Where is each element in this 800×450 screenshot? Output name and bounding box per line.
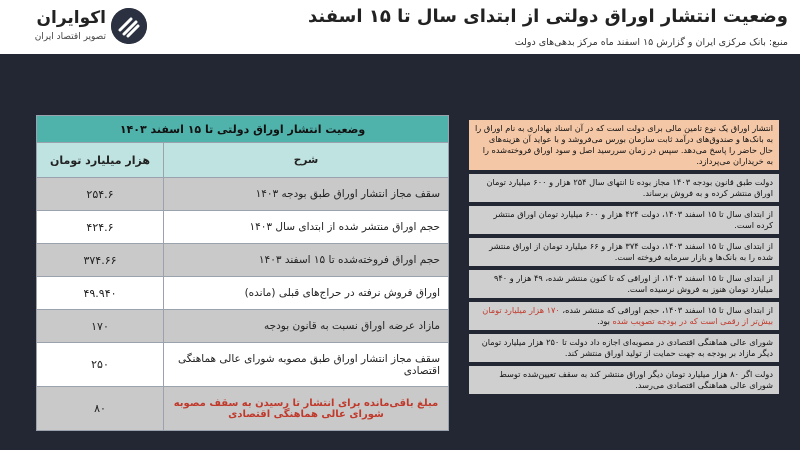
logo-tagline: تصویر اقتصاد ایران [34, 32, 106, 42]
note-text: بود. [597, 316, 613, 326]
row-value: ۱۷۰ [37, 310, 164, 343]
note-item: از ابتدای سال تا ۱۵ اسفند ۱۴۰۳، دولت ۴۲۴ هزار و ۶۰۰ میلیارد تومان اوراق منتشر کرده است. [469, 206, 779, 234]
data-table [36, 115, 449, 431]
header [0, 0, 800, 54]
row-value: ۲۵۰ [37, 343, 164, 387]
row-desc-highlight: مبلغ باقی‌مانده برای انتشار تا رسیدن به سقف مصوبه شورای عالی هماهنگی اقتصادی [164, 387, 449, 431]
note-item: شورای عالی هماهنگی اقتصادی در مصوبه‌ای اجازه داد دولت تا ۲۵۰ هزار میلیارد تومان دیگر مازاد بر بودجه به جهت حمایت از تولید اوراق منتشر کند. [469, 334, 779, 362]
row-value: ۸۰ [37, 387, 164, 431]
row-value: ۴۲۴.۶ [37, 211, 164, 244]
note-item: از ابتدای سال تا ۱۵ اسفند ۱۴۰۳، از اوراقی که تا کنون منتشر شده، ۴۹ هزار و ۹۴۰ میلیارد تومان هنوز به فروش نرسیده است. [469, 270, 779, 298]
table-row [37, 310, 449, 343]
table-row [37, 387, 449, 431]
table-row [37, 211, 449, 244]
row-desc: حجم اوراق فروخته‌شده تا ۱۵ اسفند ۱۴۰۳ [164, 244, 449, 277]
row-desc: سقف مجاز انتشار اوراق طبق مصوبه شورای عالی هماهنگی اقتصادی [164, 343, 449, 387]
table-row [37, 178, 449, 211]
row-value: ۳۷۴.۶۶ [37, 244, 164, 277]
row-value: ۴۹.۹۴۰ [37, 277, 164, 310]
table-row [37, 343, 449, 387]
logo[interactable] [6, 6, 146, 48]
note-text: از ابتدای سال تا ۱۵ اسفند ۱۴۰۳، حجم اوراقی که منتشر شده، [559, 305, 773, 315]
column-header-value: هزار میلیارد تومان [37, 143, 164, 178]
table-row [37, 277, 449, 310]
note-item: دولت طبق قانون بودجه ۱۴۰۳ مجاز بوده تا انتهای سال ۲۵۴ هزار و ۶۰۰ میلیارد تومان اوراق منتشر کرده و به فروش برساند. [469, 174, 779, 202]
notes-panel [469, 120, 779, 398]
table-title: وضعیت انتشار اوراق دولتی تا ۱۵ اسفند ۱۴۰۳ [37, 116, 449, 143]
source-text: منبع: بانک مرکزی ایران و گزارش ۱۵ اسفند ماه مرکز بدهی‌های دولت [514, 37, 788, 48]
note-item: از ابتدای سال تا ۱۵ اسفند ۱۴۰۳، دولت ۳۷۴ هزار و ۶۶ میلیارد تومان از اوراق منتشر شده را به بانک‌ها و بازار سرمایه فروخته است. [469, 238, 779, 266]
note-item [469, 302, 779, 330]
page-title: وضعیت انتشار اوراق دولتی از ابتدای سال تا ۱۵ اسفند [307, 6, 788, 27]
row-desc: مازاد عرضه اوراق نسبت به قانون بودجه [164, 310, 449, 343]
note-highlight: ۱۷۰ هزار میلیارد تومان بیش‌تر از رقمی است که در بودجه تصویب شده [482, 305, 773, 326]
note-item: دولت اگر ۸۰ هزار میلیارد تومان دیگر اوراق منتشر کند به سقف تعیین‌شده توسط شورای عالی هماهنگی اقتصادی می‌رسد. [469, 366, 779, 394]
note-definition: انتشار اوراق یک نوع تامین مالی برای دولت است که در آن اسناد بهاداری به نام اوراق را به بانک‌ها و صندوق‌های درآمد ثابت سازمان بورس می‌فروشد و با عواید آن هزینه‌های حال حاضر را پاسخ می‌دهد. سپس در زمان سررسید اصل و سود اوراق فروخته‌شده را به خریداران می‌پردازد. [469, 120, 779, 170]
column-header-desc: شرح [164, 143, 449, 178]
row-desc: اوراق فروش نرفته در حراج‌های قبلی (مانده) [164, 277, 449, 310]
row-desc: سقف مجاز انتشار اوراق طبق بودجه ۱۴۰۳ [164, 178, 449, 211]
row-desc: حجم اوراق منتشر شده از ابتدای سال ۱۴۰۳ [164, 211, 449, 244]
table-row [37, 244, 449, 277]
logo-icon [111, 8, 147, 44]
logo-name: اکوایران [36, 8, 106, 28]
row-value: ۲۵۴.۶ [37, 178, 164, 211]
